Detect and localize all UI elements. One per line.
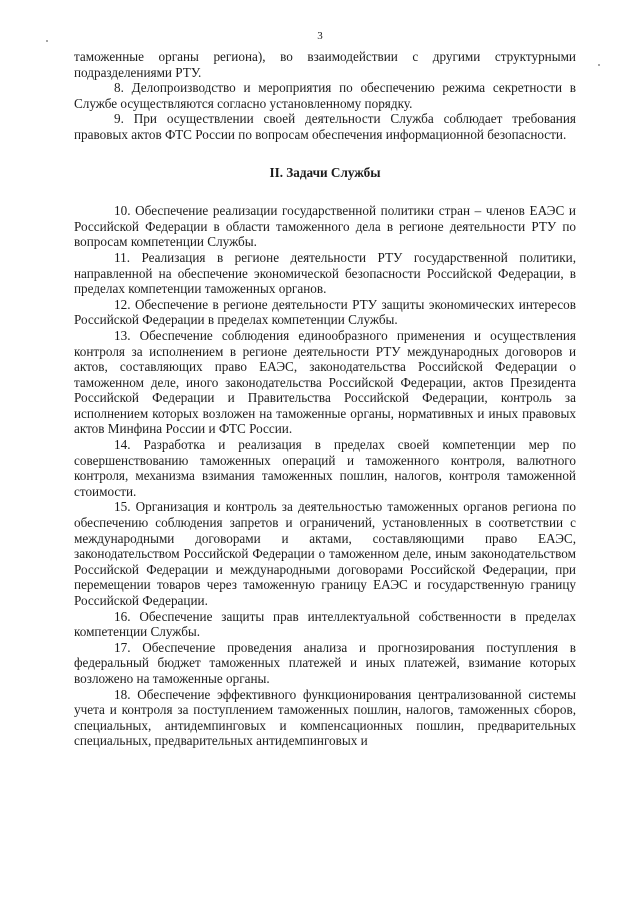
paragraph: 9. При осуществлении своей деятельности Служба соблюдает требования правовых актов ФТС России по вопросам обеспечения информационной безопасности.	[74, 111, 576, 142]
paragraph-10: 10. Обеспечение реализации государственной политики стран – членов ЕАЭС и Российской Федерации в области таможенного дела в регионе деятельности РТУ по вопросам компетенции Службы.	[74, 203, 576, 250]
paragraph-11: 11. Реализация в регионе деятельности РТУ государственной политики, направленной на обеспечение экономической безопасности Российской Федерации, в пределах компетенции таможенных органов.	[74, 249, 576, 297]
paragraph: 8. Делопроизводство и мероприятия по обеспечению режима секретности в Службе осуществляются согласно установленному порядку.	[74, 80, 576, 111]
paragraph-16: 16. Обеспечение защиты прав интеллектуальной собственности в пределах компетенции Службы.	[74, 608, 576, 640]
paragraph-17: 17. Обеспечение проведения анализа и прогнозирования поступления в федеральный бюджет таможенных платежей и иных платежей, взимание которых возложено на таможенные органы.	[74, 639, 576, 686]
section-title: II. Задачи Службы	[269, 164, 381, 180]
paragraph-18: 18. Обеспечение эффективного функционирования централизованной системы учета и контроля за поступлением таможенных пошлин, налогов, таможенных сборов, специальных, антидемпинговых и компенсационных пошлин, предварительных специальных, предварительных антидемпинговых и	[74, 686, 576, 749]
paragraph: таможенные органы региона), во взаимодействии с другими структурными подразделениями РТУ.	[74, 49, 576, 80]
scan-speck	[598, 64, 600, 66]
document-body	[74, 49, 576, 749]
paragraph-13: 13. Обеспечение соблюдения единообразного применения и осуществления контроля за исполнением в регионе деятельности РТУ международных договоров и актов, составляющих право ЕАЭС, законодательства Российской Федерации о таможенном деле, иного законодательства Российской Федерации, актов Президента Российской Федерации и Правительства Российской Федерации, контроль за исполнением которых возложен на таможенные органы, нормативных и иных правовых актов Минфина России и ФТС России.	[74, 327, 576, 437]
paragraph-12: 12. Обеспечение в регионе деятельности РТУ защиты экономических интересов Российской Федерации в пределах компетенции Службы.	[74, 296, 576, 328]
scan-speck	[46, 40, 48, 42]
page-number: 3	[317, 30, 323, 42]
paragraph-15: 15. Организация и контроль за деятельностью таможенных органов региона по обеспечению соблюдения запретов и ограничений, установленных в соответствии с международными договорами и актами, составляющими право ЕАЭС, законодательством Российской Федерации о таможенном деле, иным законодательством Российской Федерации и международными договорами Российской Федерации, при перемещении товаров через таможенную границу ЕАЭС и государственную границу Российской Федерации.	[74, 499, 576, 608]
paragraph-14: 14. Разработка и реализация в пределах своей компетенции мер по совершенствованию таможенных операций и таможенного контроля, валютного контроля, механизма взимания таможенных пошлин, налогов, контроля таможенной стоимости.	[74, 437, 576, 499]
